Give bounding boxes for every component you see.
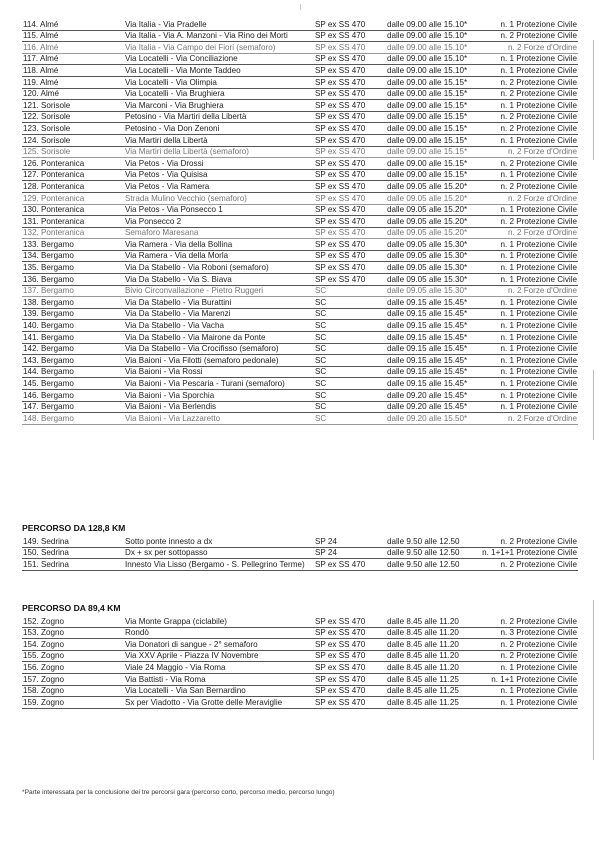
table-row [22, 42, 578, 54]
checkpoint-location: Via Marconi - Via Brughiera [124, 100, 314, 112]
time-window: dalle 09.05 alle 15.30* [386, 250, 480, 262]
table-row [22, 146, 578, 158]
table-row [22, 274, 578, 286]
road-code: SC [314, 308, 386, 320]
checkpoint-location: Via Ramera - Via della Bollina [124, 239, 314, 251]
road-code: SC [314, 366, 386, 378]
road-code: SP ex SS 470 [314, 146, 386, 158]
table-row [22, 662, 578, 674]
staff-assignment: n. 1 Protezione Civile [480, 662, 578, 674]
scan-edge-line [593, 40, 594, 160]
road-code: SP ex SS 470 [314, 216, 386, 228]
staff-assignment: n. 2 Protezione Civile [480, 536, 578, 547]
time-window: dalle 09.15 alle 15.45* [386, 320, 480, 332]
road-code: SC [314, 378, 386, 390]
checkpoint-location: Sx per Viadotto - Via Grotte delle Meraviglie [124, 697, 314, 709]
scan-edge-line [593, 370, 594, 440]
staff-assignment: n. 2 Protezione Civile [480, 559, 578, 571]
staff-assignment: n. 1 Protezione Civile [480, 378, 578, 390]
checkpoint-number: 120. Almé [22, 88, 124, 100]
checkpoint-number: 150. Sedrina [22, 547, 124, 559]
checkpoint-number: 121. Sorisole [22, 100, 124, 112]
road-code: SC [314, 343, 386, 355]
checkpoint-location: Via Petos - Via Quisisa [124, 169, 314, 181]
time-window: dalle 9.50 alle 12.50 [386, 559, 480, 571]
road-code: SP ex SS 470 [314, 19, 386, 30]
road-code: SP ex SS 470 [314, 111, 386, 123]
table-row [22, 204, 578, 216]
checkpoint-number: 127. Ponteranica [22, 169, 124, 181]
road-code: SP ex SS 470 [314, 204, 386, 216]
table-row [22, 192, 578, 204]
checkpoint-location: Innesto Via Lisso (Bergamo - S. Pellegrino Terme) [124, 559, 314, 571]
table-row [22, 343, 578, 355]
road-code: SP ex SS 470 [314, 250, 386, 262]
section-title-128km: PERCORSO DA 128,8 KM [22, 523, 126, 533]
checkpoint-number: 145. Bergamo [22, 378, 124, 390]
staff-assignment: n. 1 Protezione Civile [480, 332, 578, 344]
staff-assignment: n. 1 Protezione Civile [480, 343, 578, 355]
time-window: dalle 09.00 alle 15.15* [386, 169, 480, 181]
staff-assignment: n. 1 Protezione Civile [480, 297, 578, 309]
road-code: SP 24 [314, 547, 386, 559]
checkpoint-location: Via Ponsecco 2 [124, 216, 314, 228]
table-row [22, 627, 578, 639]
staff-assignment: n. 1 Protezione Civile [480, 262, 578, 274]
checkpoint-number: 136. Bergamo [22, 274, 124, 286]
time-window: dalle 09.05 alle 15.30* [386, 285, 480, 297]
time-window: dalle 09.00 alle 15.15* [386, 88, 480, 100]
staff-assignment: n. 2 Forze d'Ordine [480, 413, 578, 425]
table-row [22, 19, 578, 30]
staff-assignment: n. 1 Protezione Civile [480, 100, 578, 112]
checkpoint-number: 126. Ponteranica [22, 158, 124, 170]
staff-assignment: n. 2 Protezione Civile [480, 216, 578, 228]
checkpoint-number: 149. Sedrina [22, 536, 124, 547]
road-code: SC [314, 355, 386, 367]
road-code: SP ex SS 470 [314, 123, 386, 135]
scan-mark [300, 4, 301, 10]
road-code: SP ex SS 470 [314, 65, 386, 77]
staff-assignment: n. 1 Protezione Civile [480, 169, 578, 181]
time-window: dalle 9.50 alle 12.50 [386, 547, 480, 559]
staff-assignment: n. 2 Forze d'Ordine [480, 227, 578, 239]
checkpoint-table-main [22, 19, 578, 425]
checkpoint-number: 122. Sorisole [22, 111, 124, 123]
time-window: dalle 09.15 alle 15.45* [386, 297, 480, 309]
time-window: dalle 09.15 alle 15.45* [386, 332, 480, 344]
checkpoint-location: Via Monte Grappa (ciclabile) [124, 616, 314, 627]
time-window: dalle 09.15 alle 15.45* [386, 366, 480, 378]
table-row [22, 216, 578, 228]
checkpoint-location: Via Locatelli - Via Brughiera [124, 88, 314, 100]
checkpoint-number: 118. Almé [22, 65, 124, 77]
table-row [22, 401, 578, 413]
staff-assignment: n. 1 Protezione Civile [480, 320, 578, 332]
checkpoint-number: 148. Bergamo [22, 413, 124, 425]
staff-assignment: n. 2 Protezione Civile [480, 88, 578, 100]
checkpoint-location: Via Baioni - Via Lazzaretto [124, 413, 314, 425]
checkpoint-number: 131. Ponteranica [22, 216, 124, 228]
time-window: dalle 8.45 alle 11.25 [386, 685, 480, 697]
time-window: dalle 09.20 alle 15.45* [386, 401, 480, 413]
checkpoint-number: 130. Ponteranica [22, 204, 124, 216]
table-row [22, 65, 578, 77]
table-row [22, 536, 578, 547]
table-row [22, 559, 578, 571]
staff-assignment: n. 2 Protezione Civile [480, 181, 578, 193]
checkpoint-number: 151. Sedrina [22, 559, 124, 571]
checkpoint-number: 129. Ponteranica [22, 192, 124, 204]
road-code: SP ex SS 470 [314, 650, 386, 662]
checkpoint-number: 133. Bergamo [22, 239, 124, 251]
checkpoint-number: 135. Bergamo [22, 262, 124, 274]
table-row [22, 285, 578, 297]
checkpoint-number: 119. Almé [22, 76, 124, 88]
checkpoint-number: 123. Sorisole [22, 123, 124, 135]
checkpoint-location: Via Da Stabello - Via Burattini [124, 297, 314, 309]
road-code: SP ex SS 470 [314, 42, 386, 54]
table-row [22, 413, 578, 425]
time-window: dalle 09.00 alle 15.10* [386, 30, 480, 42]
time-window: dalle 09.00 alle 15.15* [386, 134, 480, 146]
checkpoint-number: 134. Bergamo [22, 250, 124, 262]
staff-assignment: n. 2 Protezione Civile [480, 158, 578, 170]
staff-assignment: n. 1 Protezione Civile [480, 53, 578, 65]
checkpoint-location: Via Da Stabello - Via Marenzi [124, 308, 314, 320]
time-window: dalle 8.45 alle 11.20 [386, 650, 480, 662]
time-window: dalle 8.45 alle 11.20 [386, 627, 480, 639]
table-row [22, 76, 578, 88]
staff-assignment: n. 2 Protezione Civile [480, 616, 578, 627]
staff-assignment: n. 2 Protezione Civile [480, 123, 578, 135]
time-window: dalle 09.00 alle 15.15* [386, 111, 480, 123]
time-window: dalle 09.20 alle 15.50* [386, 413, 480, 425]
table-row [22, 123, 578, 135]
time-window: dalle 09.05 alle 15.30* [386, 239, 480, 251]
road-code: SP ex SS 470 [314, 53, 386, 65]
road-code: SP ex SS 470 [314, 697, 386, 709]
road-code: SP ex SS 470 [314, 685, 386, 697]
staff-assignment: n. 1 Protezione Civile [480, 274, 578, 286]
staff-assignment: n. 1 Protezione Civile [480, 697, 578, 709]
table-row [22, 320, 578, 332]
road-code: SC [314, 332, 386, 344]
road-code: SP ex SS 470 [314, 30, 386, 42]
road-code: SC [314, 320, 386, 332]
table-row [22, 355, 578, 367]
table-row [22, 30, 578, 42]
road-code: SC [314, 401, 386, 413]
section-title-89km: PERCORSO DA 89,4 KM [22, 603, 121, 613]
table-row [22, 158, 578, 170]
staff-assignment: n. 2 Protezione Civile [480, 30, 578, 42]
time-window: dalle 8.45 alle 11.20 [386, 662, 480, 674]
table-row [22, 297, 578, 309]
table-row [22, 239, 578, 251]
checkpoint-location: Via Da Stabello - Via Vacha [124, 320, 314, 332]
checkpoint-location: Via Locatelli - Via Monte Taddeo [124, 65, 314, 77]
time-window: dalle 09.05 alle 15.20* [386, 181, 480, 193]
road-code: SP ex SS 470 [314, 100, 386, 112]
time-window: dalle 8.45 alle 11.25 [386, 697, 480, 709]
checkpoint-location: Via Baioni - Via Rossi [124, 366, 314, 378]
checkpoint-location: Via Baioni - Via Berlendis [124, 401, 314, 413]
staff-assignment: n. 1 Protezione Civile [480, 134, 578, 146]
time-window: dalle 09.15 alle 15.45* [386, 355, 480, 367]
road-code: SP ex SS 470 [314, 192, 386, 204]
staff-assignment: n. 1 Protezione Civile [480, 19, 578, 30]
time-window: dalle 9.50 alle 12.50 [386, 536, 480, 547]
time-window: dalle 8.45 alle 11.25 [386, 673, 480, 685]
time-window: dalle 09.00 alle 15.15* [386, 100, 480, 112]
table-row [22, 308, 578, 320]
checkpoint-location: Semaforo Maresana [124, 227, 314, 239]
checkpoint-number: 142. Bergamo [22, 343, 124, 355]
table-row [22, 53, 578, 65]
checkpoint-number: 116. Almé [22, 42, 124, 54]
time-window: dalle 09.00 alle 15.10* [386, 65, 480, 77]
checkpoint-number: 132. Ponteranica [22, 227, 124, 239]
staff-assignment: n. 1+1 Protezione Civile [480, 673, 578, 685]
road-code: SP ex SS 470 [314, 169, 386, 181]
checkpoint-number: 117. Almé [22, 53, 124, 65]
staff-assignment: n. 1 Protezione Civile [480, 250, 578, 262]
checkpoint-number: 137. Bergamo [22, 285, 124, 297]
table-row [22, 639, 578, 651]
checkpoint-location: Via Da Stabello - Via S. Biava [124, 274, 314, 286]
road-code: SP ex SS 470 [314, 262, 386, 274]
staff-assignment: n. 1 Protezione Civile [480, 685, 578, 697]
checkpoint-number: 138. Bergamo [22, 297, 124, 309]
staff-assignment: n. 1 Protezione Civile [480, 239, 578, 251]
road-code: SP ex SS 470 [314, 134, 386, 146]
checkpoint-location: Via Petos - Via Ponsecco 1 [124, 204, 314, 216]
checkpoint-location: Via XXV Aprile - Piazza IV Novembre [124, 650, 314, 662]
table-row [22, 390, 578, 402]
table-row [22, 100, 578, 112]
checkpoint-location: Via Locatelli - Via Conciliazione [124, 53, 314, 65]
checkpoint-location: Via Locatelli - Via San Bernardino [124, 685, 314, 697]
road-code: SP ex SS 470 [314, 88, 386, 100]
staff-assignment: n. 2 Protezione Civile [480, 111, 578, 123]
table-row [22, 134, 578, 146]
time-window: dalle 09.00 alle 15.10* [386, 19, 480, 30]
checkpoint-location: Via Italia - Via Pradelle [124, 19, 314, 30]
checkpoint-number: 125. Sorisole [22, 146, 124, 158]
table-row [22, 181, 578, 193]
checkpoint-location: Via Martiri della Libertà [124, 134, 314, 146]
road-code: SP ex SS 470 [314, 181, 386, 193]
time-window: dalle 09.05 alle 15.30* [386, 274, 480, 286]
staff-assignment: n. 2 Forze d'Ordine [480, 146, 578, 158]
checkpoint-location: Rondò [124, 627, 314, 639]
time-window: dalle 09.05 alle 15.20* [386, 192, 480, 204]
road-code: SP ex SS 470 [314, 673, 386, 685]
table-row [22, 673, 578, 685]
checkpoint-location: Petosino - Via Martiri della Libertà [124, 111, 314, 123]
table-row [22, 169, 578, 181]
checkpoint-number: 128. Ponteranica [22, 181, 124, 193]
checkpoint-location: Via Martiri della Libertà (semaforo) [124, 146, 314, 158]
time-window: dalle 8.45 alle 11.20 [386, 616, 480, 627]
checkpoint-number: 115. Almé [22, 30, 124, 42]
road-code: SP ex SS 470 [314, 616, 386, 627]
time-window: dalle 09.00 alle 15.15* [386, 76, 480, 88]
checkpoint-location: Sotto ponte innesto a dx [124, 536, 314, 547]
checkpoint-number: 114. Almé [22, 19, 124, 30]
road-code: SP ex SS 470 [314, 559, 386, 571]
checkpoint-location: Strada Mulino Vecchio (semaforo) [124, 192, 314, 204]
table-row [22, 616, 578, 627]
staff-assignment: n. 1 Protezione Civile [480, 308, 578, 320]
checkpoint-location: Via Italia - Via Campo dei Fiori (semaforo) [124, 42, 314, 54]
checkpoint-location: Via Battisti - Via Roma [124, 673, 314, 685]
time-window: dalle 09.00 alle 15.15* [386, 158, 480, 170]
checkpoint-number: 140. Bergamo [22, 320, 124, 332]
staff-assignment: n. 1 Protezione Civile [480, 401, 578, 413]
checkpoint-number: 159. Zogno [22, 697, 124, 709]
road-code: SC [314, 413, 386, 425]
checkpoint-location: Viale 24 Maggio - Via Roma [124, 662, 314, 674]
time-window: dalle 09.20 alle 15.45* [386, 390, 480, 402]
checkpoint-location: Dx + sx per sottopasso [124, 547, 314, 559]
checkpoint-location: Via Baioni - Via Sporchia [124, 390, 314, 402]
table-row [22, 227, 578, 239]
checkpoint-location: Via Italia - Via A. Manzoni - Via Rino dei Morti [124, 30, 314, 42]
checkpoint-table-89km [22, 616, 578, 709]
checkpoint-location: Via Petos - Via Drossi [124, 158, 314, 170]
road-code: SC [314, 297, 386, 309]
checkpoint-number: 124. Sorisole [22, 134, 124, 146]
road-code: SC [314, 285, 386, 297]
table-row [22, 262, 578, 274]
road-code: SP ex SS 470 [314, 639, 386, 651]
table-row [22, 366, 578, 378]
table-row [22, 111, 578, 123]
table-row [22, 697, 578, 709]
scan-edge-line [593, 600, 594, 760]
staff-assignment: n. 1 Protezione Civile [480, 65, 578, 77]
time-window: dalle 09.05 alle 15.30* [386, 262, 480, 274]
table-row [22, 378, 578, 390]
time-window: dalle 09.05 alle 15.20* [386, 227, 480, 239]
staff-assignment: n. 1 Protezione Civile [480, 390, 578, 402]
road-code: SP ex SS 470 [314, 239, 386, 251]
staff-assignment: n. 1+1+1 Protezione Civile [480, 547, 578, 559]
checkpoint-number: 139. Bergamo [22, 308, 124, 320]
checkpoint-number: 153. Zogno [22, 627, 124, 639]
staff-assignment: n. 2 Protezione Civile [480, 639, 578, 651]
checkpoint-number: 146. Bergamo [22, 390, 124, 402]
staff-assignment: n. 1 Protezione Civile [480, 204, 578, 216]
road-code: SC [314, 390, 386, 402]
time-window: dalle 09.15 alle 15.45* [386, 308, 480, 320]
staff-assignment: n. 2 Forze d'Ordine [480, 192, 578, 204]
road-code: SP ex SS 470 [314, 158, 386, 170]
table-row [22, 250, 578, 262]
time-window: dalle 09.00 alle 15.10* [386, 42, 480, 54]
checkpoint-location: Via Donatori di sangue - 2° semaforo [124, 639, 314, 651]
road-code: SP ex SS 470 [314, 662, 386, 674]
table-row [22, 88, 578, 100]
staff-assignment: n. 2 Protezione Civile [480, 650, 578, 662]
staff-assignment: n. 2 Forze d'Ordine [480, 285, 578, 297]
checkpoint-location: Via Baioni - Via Filotti (semaforo pedonale) [124, 355, 314, 367]
checkpoint-location: Petosino - Via Don Zenoni [124, 123, 314, 135]
time-window: dalle 09.00 alle 15.15* [386, 146, 480, 158]
table-row [22, 332, 578, 344]
checkpoint-location: Via Da Stabello - Via Crocifisso (semaforo) [124, 343, 314, 355]
checkpoint-number: 152. Zogno [22, 616, 124, 627]
time-window: dalle 8.45 alle 11.20 [386, 639, 480, 651]
time-window: dalle 09.15 alle 15.45* [386, 378, 480, 390]
checkpoint-location: Via Baioni - Via Pescaria - Turani (semaforo) [124, 378, 314, 390]
road-code: SP ex SS 470 [314, 76, 386, 88]
checkpoint-location: Via Ramera - Via della Morla [124, 250, 314, 262]
table-row [22, 685, 578, 697]
staff-assignment: n. 1 Protezione Civile [480, 355, 578, 367]
time-window: dalle 09.15 alle 15.45* [386, 343, 480, 355]
staff-assignment: n. 3 Protezione Civile [480, 627, 578, 639]
table-row [22, 547, 578, 559]
checkpoint-location: Via Locatelli - Via Olimpia [124, 76, 314, 88]
checkpoint-number: 141. Bergamo [22, 332, 124, 344]
checkpoint-location: Bivio Circonvallazione - Pietro Ruggeri [124, 285, 314, 297]
time-window: dalle 09.00 alle 15.15* [386, 123, 480, 135]
checkpoint-number: 147. Bergamo [22, 401, 124, 413]
table-row [22, 650, 578, 662]
time-window: dalle 09.00 alle 15.10* [386, 53, 480, 65]
checkpoint-number: 144. Bergamo [22, 366, 124, 378]
checkpoint-number: 158. Zogno [22, 685, 124, 697]
checkpoint-number: 155. Zogno [22, 650, 124, 662]
time-window: dalle 09.05 alle 15.20* [386, 216, 480, 228]
checkpoint-number: 156. Zogno [22, 662, 124, 674]
checkpoint-location: Via Da Stabello - Via Roboni (semaforo) [124, 262, 314, 274]
checkpoint-number: 157. Zogno [22, 673, 124, 685]
checkpoint-number: 143. Bergamo [22, 355, 124, 367]
staff-assignment: n. 2 Forze d'Ordine [480, 42, 578, 54]
checkpoint-location: Via Da Stabello - Via Mairone da Ponte [124, 332, 314, 344]
checkpoint-location: Via Petos - Via Ramera [124, 181, 314, 193]
time-window: dalle 09.05 alle 15.20* [386, 204, 480, 216]
road-code: SP 24 [314, 536, 386, 547]
checkpoint-table-128km [22, 536, 578, 571]
staff-assignment: n. 2 Protezione Civile [480, 76, 578, 88]
road-code: SP ex SS 470 [314, 274, 386, 286]
checkpoint-number: 154. Zogno [22, 639, 124, 651]
staff-assignment: n. 1 Protezione Civile [480, 366, 578, 378]
footnote: *Parte interessata per la conclusione dei tre percorsi gara (percorso corto, percorso medio, percorso lungo) [22, 789, 335, 796]
road-code: SP ex SS 470 [314, 627, 386, 639]
road-code: SP ex SS 470 [314, 227, 386, 239]
